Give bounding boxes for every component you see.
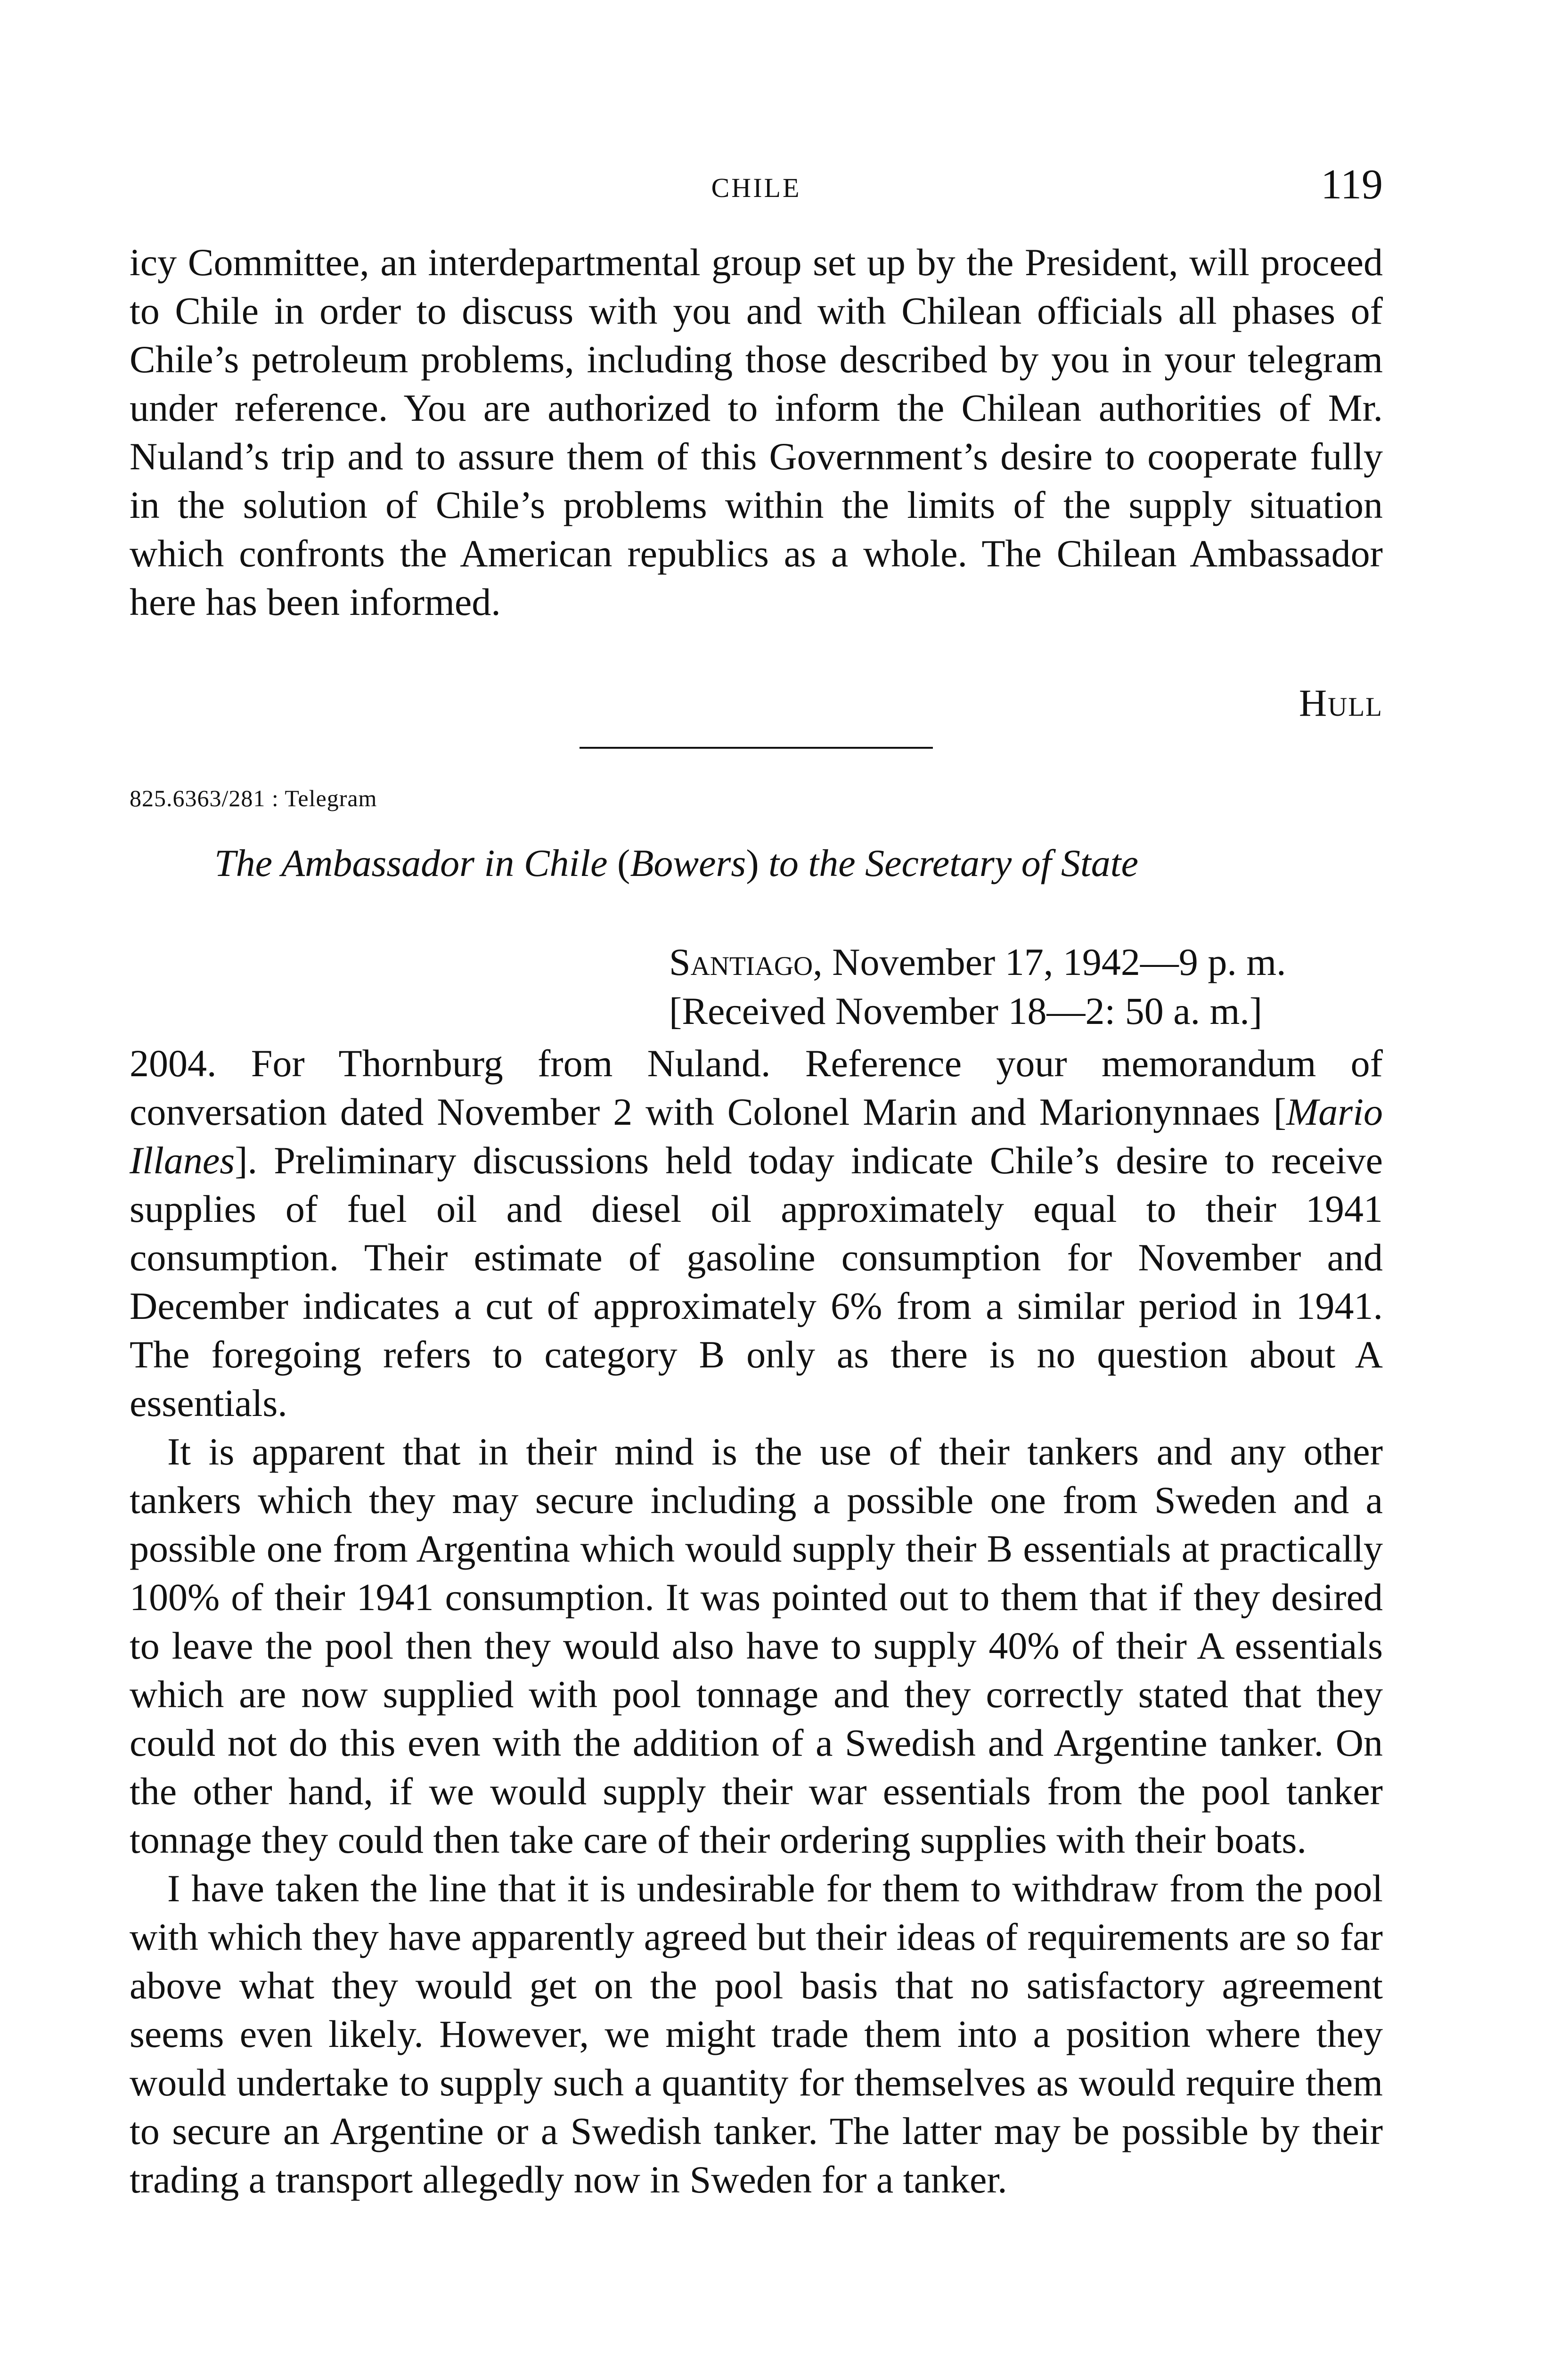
- signature: Hull: [1298, 681, 1383, 724]
- opening-paragraph: icy Committee, an interdepartmental group set up by the President, will proceed to Chile in order to discuss with you and with Chilean officials all phases of Chile’s petroleum problems, including those described by you in your telegram under reference. You are authorized to inform the Chilean authorities of Mr. Nuland’s trip and to assure them of this Government’s desire to cooperate fully in the solution of Chile’s problems within the limits of the supply situation which confronts the American republics as a whole. The Chilean Ambassador here has been informed.: [130, 241, 1383, 623]
- document-title-person: Bowers: [630, 842, 746, 884]
- name-correction: Mario Illanes: [130, 1090, 1383, 1182]
- telegram-paragraph-1: [130, 1039, 1383, 1427]
- dateline-city: Santiago: [669, 941, 813, 983]
- document-title-open-paren: (: [617, 842, 630, 884]
- telegram-paragraph-2: It is apparent that in their mind is the use of their tankers and any other tankers which they may secure including a possible one from Sweden and a possible one from Argentina which would supply their B essentials at practically 100% of their 1941 consumption. It was pointed out to them that if they desired to leave the pool then they would also have to supply 40% of their A essentials which are now supplied with pool tonnage and they correctly stated that they could not do this even with the addition of a Swedish and Argentine tanker. On the other hand, if we would supply their war essentials from the pool tanker tonnage they could then take care of their ordering supplies with their boats.: [130, 1430, 1383, 1861]
- telegram-paragraph-3: I have taken the line that it is undesirable for them to withdraw from the pool with which they have apparently agreed but their ideas of requirements are so far above what they would get on the pool basis that no satisfactory agreement seems even likely. However, we might trade them into a position where they would undertake to supply such a quantity for themselves as would require them to secure an Argentine or a Swedish tanker. The latter may be possible by their trading a transport allegedly now in Sweden for a tanker.: [130, 1867, 1383, 2201]
- document-title: [214, 841, 1138, 885]
- document-title-prefix: The Ambassador in Chile: [214, 842, 608, 884]
- file-reference: 825.6363/281 : Telegram: [130, 785, 377, 811]
- dateline-date: , November 17, 1942—9 p. m.: [813, 941, 1286, 983]
- telegram-body: [130, 1039, 1383, 2204]
- bracket-open: [: [1273, 1090, 1286, 1133]
- document-title-close-paren: ): [746, 842, 759, 884]
- received-line: [Received November 18—2: 50 a. m.]: [669, 990, 1263, 1032]
- running-head: [130, 160, 1383, 212]
- opening-paragraph-section: [130, 238, 1383, 626]
- document-title-suffix: to the Secretary of State: [768, 842, 1138, 884]
- section-divider-rule: [580, 747, 933, 749]
- bracket-close: ]: [235, 1139, 248, 1182]
- telegram-paragraph-1-start: 2004. For Thornburg from Nuland. Reference your memorandum of conversation dated November 2 with Colonel Marin and Marionynnaes: [130, 1042, 1383, 1133]
- running-title: CHILE: [711, 172, 801, 203]
- page-number: 119: [1321, 161, 1383, 208]
- dateline: [669, 938, 1286, 1036]
- telegram-paragraph-1-end: . Preliminary discussions held today indicate Chile’s desire to receive supplies of fuel oil and diesel oil approximately equal to their 1941 consumption. Their estimate of gasoline consumption for November and December indicates a cut of approximately 6% from a similar period in 1941. The foregoing refers to category B only as there is no question about A essentials.: [130, 1139, 1383, 1424]
